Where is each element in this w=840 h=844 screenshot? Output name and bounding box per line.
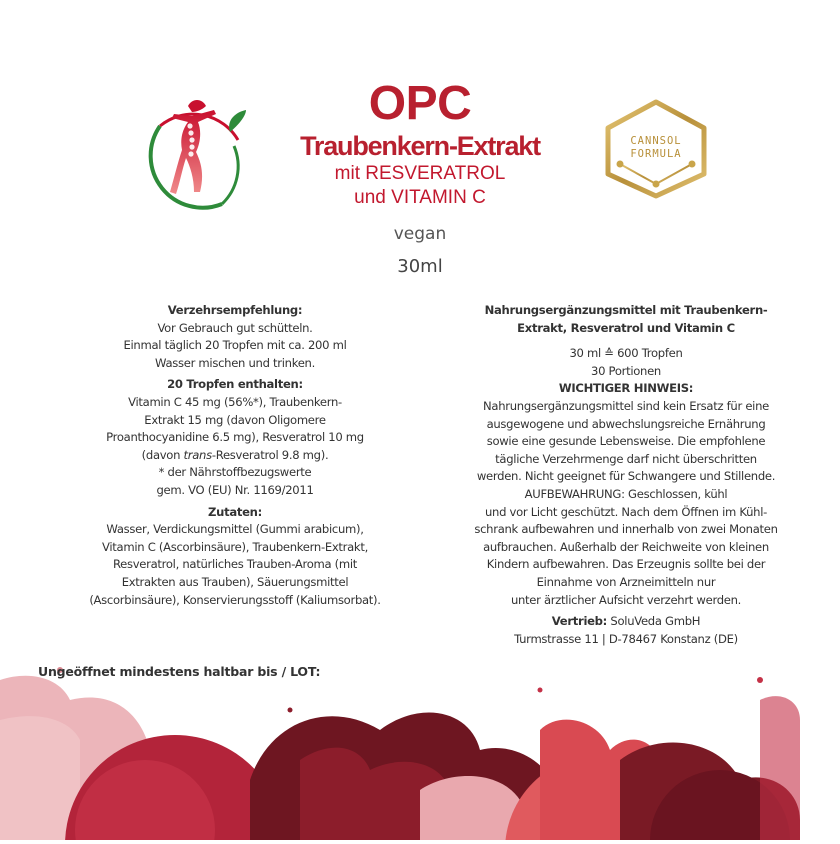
product-category-heading: Nahrungsergänzungsmittel mit Traubenkern-: [484, 303, 768, 317]
usage-line: Einmal täglich 20 Tropfen mit ca. 200 ml: [123, 338, 347, 353]
product-subtitle: Traubenkern-Extrakt: [300, 131, 540, 161]
footnote-line: * der Nährstoffbezugswerte: [158, 465, 312, 480]
ingredients-line: Resveratrol, natürliches Trauben-Aroma (mit: [112, 557, 358, 572]
footnote-line: gem. VO (EU) Nr. 1169/2011: [156, 482, 314, 497]
cannsol-formula-badge-icon: [598, 98, 714, 200]
notice-heading: WICHTIGER HINWEIS:: [558, 381, 694, 396]
product-title-block: [250, 78, 590, 210]
distributor-address: Turmstrasse 11 | D-78467 Konstanz (DE): [514, 631, 738, 646]
notice-line: Einnahme von Arzneimitteln nur: [536, 574, 716, 589]
ingredients-line: Vitamin C (Ascorbinsäure), Traubenkern-Extrakt,: [102, 539, 368, 554]
ingredients-line: Extrakten aus Trauben), Säuerungsmittel: [121, 574, 349, 589]
brand-logo-icon: [130, 92, 254, 216]
usage-line: Wasser mischen und trinken.: [155, 355, 315, 370]
badge-text-2: FORMULA: [630, 148, 682, 160]
product-ingredient-line-2: und VITAMIN C: [354, 187, 486, 208]
notice-line: sowie eine gesunde Lebensweise. Die empfohlene: [486, 434, 766, 449]
notice-line: tägliche Verzehrmenge darf nicht überschritten: [495, 451, 757, 466]
notice-line: unter ärztlicher Aufsicht verzehrt werden.: [510, 592, 742, 607]
usage-heading: Verzehrsempfehlung:: [167, 303, 303, 317]
notice-line: AUFBEWAHRUNG: Geschlossen, kühl: [524, 486, 728, 501]
portion-line: 30 ml ≙ 600 Tropfen: [569, 346, 683, 361]
product-title: OPC: [368, 77, 472, 130]
usage-line: Vor Gebrauch gut schütteln.: [157, 320, 313, 335]
ingredients-line: Wasser, Verdickungsmittel (Gummi arabicum),: [106, 522, 364, 537]
notice-line: ausgewogene und abwechslungsreiche Ernährung: [486, 416, 766, 431]
product-ingredient-line-1: mit RESVERATROL: [334, 163, 506, 184]
contents-line: Extrakt 15 mg (davon Oligomere: [144, 412, 326, 427]
notice-line: werden. Nicht geeignet für Schwangere und Stillende.: [476, 469, 776, 484]
notice-line: Nahrungsergänzungsmittel sind kein Ersatz für eine: [483, 398, 769, 413]
badge-text-1: CANNSOL: [630, 135, 682, 147]
ingredients-heading: Zutaten:: [208, 504, 262, 519]
contents-heading: 20 Tropfen enthalten:: [167, 377, 303, 392]
left-info-column: [48, 302, 422, 609]
contents-line: (davon trans-Resveratrol 9.8 mg).: [141, 447, 329, 462]
notice-line: und vor Licht geschützt. Nach dem Öffnen im Kühl-: [484, 504, 768, 519]
contents-line: Vitamin C 45 mg (56%*), Traubenkern-: [128, 394, 342, 409]
right-info-column: [440, 302, 812, 648]
contents-line: Proanthocyanidine 6.5 mg), Resveratrol 10 mg: [106, 430, 364, 445]
notice-line: aufbrauchen. Außerhalb der Reichweite von kleinen: [483, 539, 769, 554]
volume-label: 30ml: [397, 256, 443, 277]
vegan-label: vegan: [393, 224, 447, 244]
distributor-line: Vertrieb: SoluVeda GmbH: [551, 614, 701, 629]
ingredients-line: (Ascorbinsäure), Konservierungsstoff (Kaliumsorbat).: [89, 592, 381, 607]
portion-line: 30 Portionen: [591, 363, 661, 378]
notice-line: Kindern aufbewahren. Das Erzeugnis sollte bei der: [486, 557, 766, 572]
notice-line: schrank aufbewahren und innerhalb von zwei Monaten: [474, 522, 778, 537]
lot-label: Ungeöffnet mindestens haltbar bis / LOT:: [38, 664, 321, 679]
product-category-heading: Extrakt, Resveratrol und Vitamin C: [517, 320, 735, 335]
